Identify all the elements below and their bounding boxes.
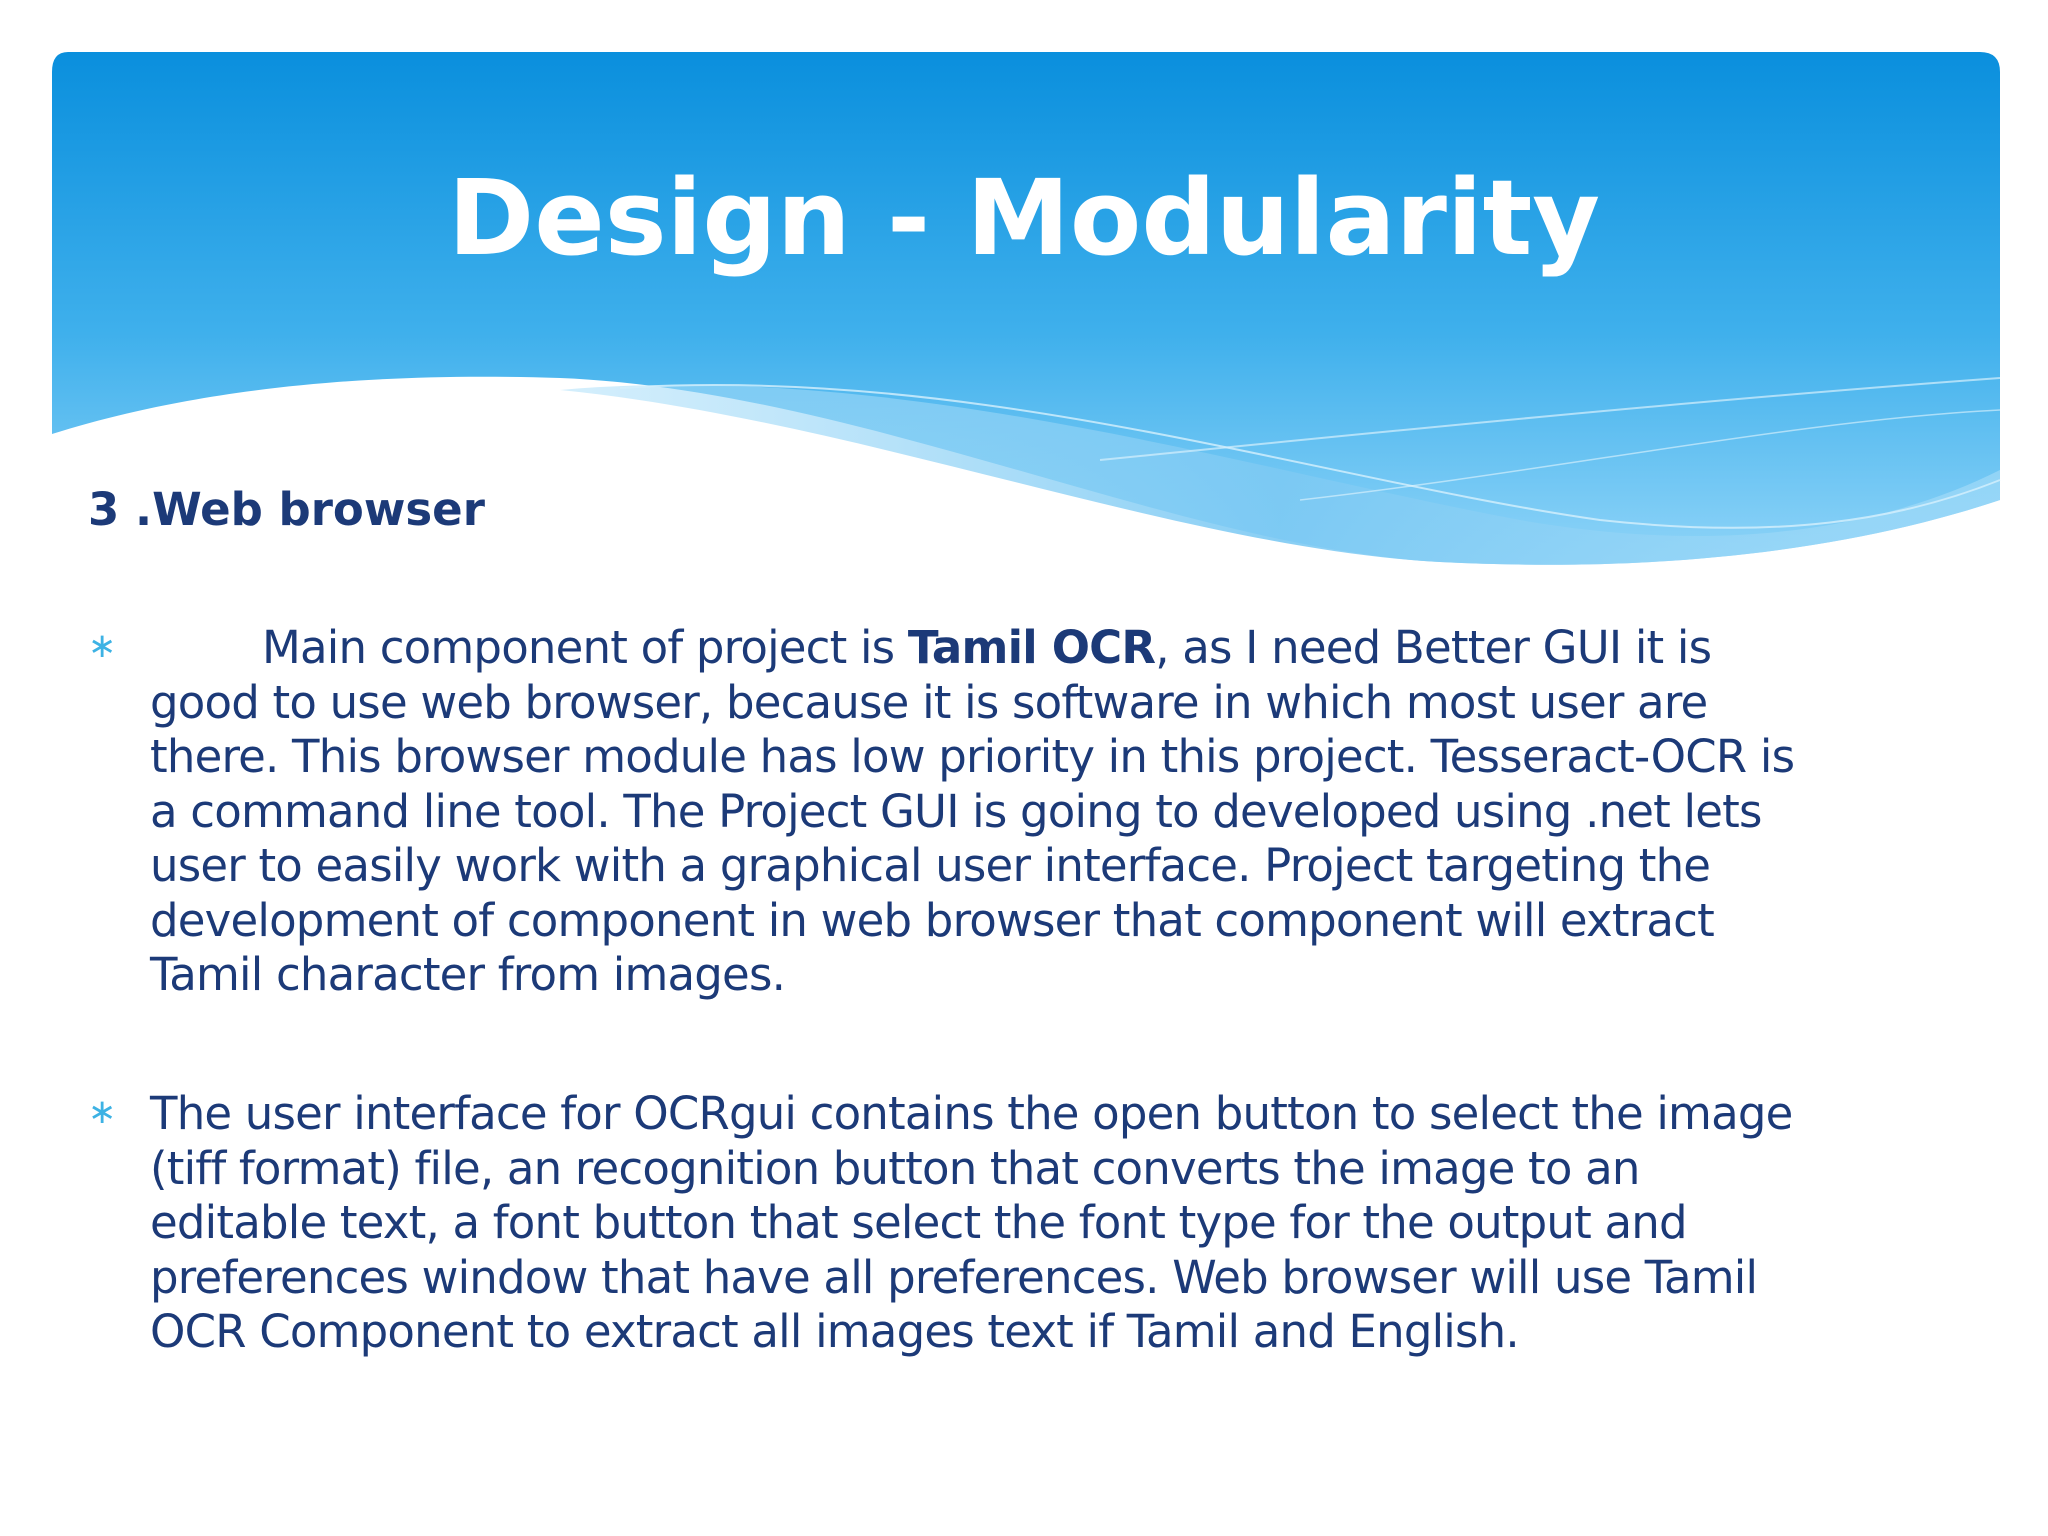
bullet-line: development of component in web browser that component will extract bbox=[150, 893, 1714, 947]
bullet-line: Main component of project is Tamil OCR, as I need Better GUI it is bbox=[262, 621, 1712, 674]
bullet-line: good to use web browser, because it is software in which most user are bbox=[150, 675, 1708, 729]
bullet-asterisk-icon: ∗ bbox=[88, 1092, 117, 1132]
bullet-line: editable text, a font button that select the font type for the output and bbox=[150, 1196, 1687, 1249]
bullet-line: there. This browser module has low priority in this project. Tesseract-OCR is bbox=[150, 730, 1795, 783]
bold-term: Tamil OCR bbox=[907, 621, 1156, 674]
section-heading: 3 .Web browser bbox=[88, 483, 485, 536]
bullet-line: (tiff format) file, an recognition button that converts the image to an bbox=[150, 1141, 1640, 1195]
bullet-text bbox=[150, 1087, 2048, 1360]
bullet-line: OCR Component to extract all images text if Tamil and English. bbox=[150, 1305, 1519, 1358]
bullet-text bbox=[150, 621, 2048, 1003]
bullet-line: Tamil character from images. bbox=[150, 948, 786, 1001]
bullet-line: user to easily work with a graphical user interface. Project targeting the bbox=[150, 839, 1711, 892]
bullet-line: preferences window that have all preferences. Web browser will use Tamil bbox=[150, 1250, 1758, 1304]
bullet-asterisk-icon: ∗ bbox=[88, 626, 117, 666]
bullet-line: The user interface for OCRgui contains the open button to select the image bbox=[150, 1087, 1793, 1140]
bullet-line: a command line tool. The Project GUI is going to developed using .net lets bbox=[150, 784, 1762, 838]
slide-title: Design - Modularity bbox=[447, 157, 1601, 279]
